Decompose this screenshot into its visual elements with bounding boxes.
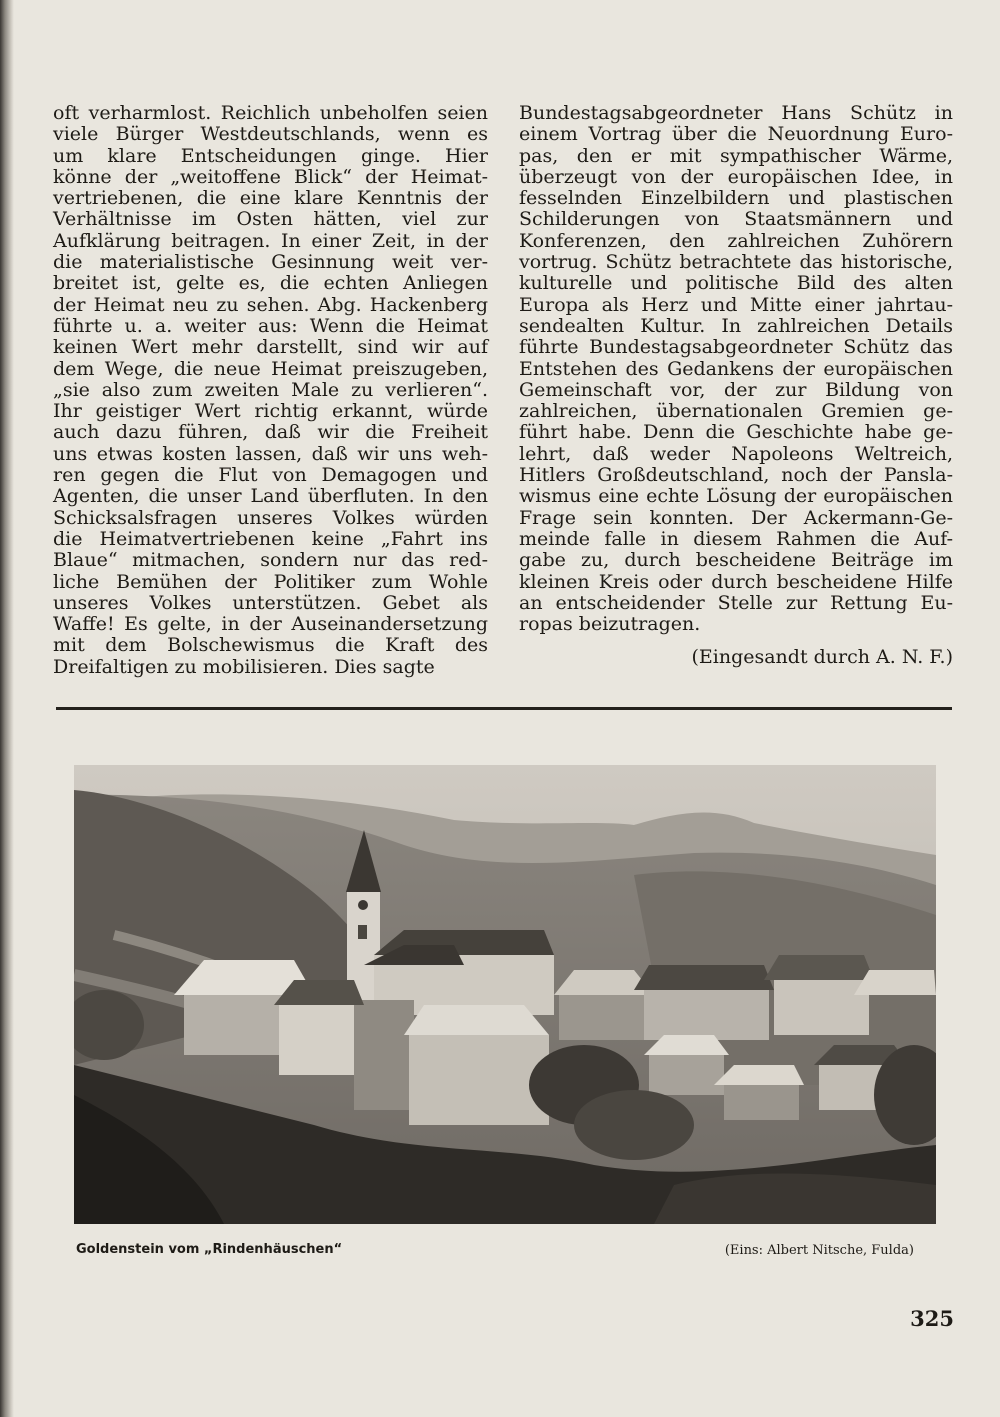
article-column-right: [519, 103, 953, 635]
text-line: um klare Entscheidungen ginge. Hier: [53, 144, 488, 167]
book-spine-shadow: [0, 0, 14, 1417]
photo-caption: Goldenstein vom „Rindenhäuschen“: [76, 1242, 343, 1257]
text-line: einem Vortrag über die Neuordnung Euro-: [519, 123, 953, 146]
text-line: fesselnden Einzelbildern und plastischen: [519, 187, 953, 210]
text-line: Bundestagsabgeordneter Hans Schütz in: [519, 102, 953, 124]
text-line: Dreifaltigen zu mobilisieren. Dies sagte: [53, 655, 435, 678]
text-line: führte u. a. weiter aus: Wenn die Heimat: [53, 314, 488, 337]
text-line: liche Bemühen der Politiker zum Wohle: [53, 570, 488, 593]
text-line: pas, den er mit sympathischer Wärme,: [519, 144, 953, 167]
text-line: kulturelle und politische Bild des alten: [519, 272, 953, 295]
text-line: zahlreichen, übernationalen Gremien ge-: [519, 400, 953, 423]
text-line: führt habe. Denn die Geschichte habe ge-: [519, 421, 953, 444]
section-divider: [56, 707, 952, 710]
text-line: an entscheidender Stelle zur Rettung Eu-: [519, 591, 953, 614]
text-line: Konferenzen, den zahlreichen Zuhörern: [519, 229, 953, 252]
text-line: die Heimatvertriebenen keine „Fahrt ins: [53, 527, 488, 550]
text-line: vertriebenen, die eine klare Kenntnis der: [53, 187, 488, 210]
text-line: Europa als Herz und Mitte einer jahrtau-: [519, 293, 953, 316]
article-column-left: [53, 103, 488, 678]
text-line: keinen Wert mehr darstellt, sind wir auf: [53, 336, 488, 359]
text-line: Schilderungen von Staatsmännern und: [519, 208, 953, 231]
article-signature: (Eingesandt durch A. N. F.): [691, 646, 953, 668]
page-number: 325: [910, 1306, 954, 1331]
text-line: Aufklärung beitragen. In einer Zeit, in der: [53, 229, 488, 252]
text-line: Waffe! Es gelte, in der Auseinandersetzung: [53, 613, 488, 636]
text-line: uns etwas kosten lassen, daß wir uns weh-: [53, 442, 488, 465]
text-line: Gemeinschaft vor, der zur Bildung von: [519, 378, 953, 401]
text-line: Hitlers Großdeutschland, noch der Pansla-: [519, 464, 953, 487]
text-line: sendealten Kultur. In zahlreichen Details: [519, 314, 953, 337]
text-line: Blaue“ mitmachen, sondern nur das red-: [53, 549, 488, 572]
text-line: kleinen Kreis oder durch bescheidene Hilfe: [519, 570, 953, 593]
text-line: mit dem Bolschewismus die Kraft des: [53, 634, 488, 657]
photo-goldenstein: [74, 765, 936, 1224]
text-line: überzeugt von der europäischen Idee, in: [519, 165, 953, 188]
text-line: Verhältnisse im Osten hätten, viel zur: [53, 208, 488, 231]
text-line: Entstehen des Gedankens der europäischen: [519, 357, 953, 380]
text-line: auch dazu führen, daß wir die Freiheit: [53, 421, 488, 444]
text-line: meinde falle in diesem Rahmen die Auf-: [519, 527, 953, 550]
text-line: Frage sein konnten. Der Ackermann-Ge-: [519, 506, 953, 529]
text-line: führte Bundestagsabgeordneter Schütz das: [519, 336, 953, 359]
text-line: ren gegen die Flut von Demagogen und: [53, 464, 488, 487]
photo-credit: (Eins: Albert Nitsche, Fulda): [724, 1243, 914, 1258]
text-line: die materialistische Gesinnung weit ver-: [53, 251, 488, 274]
text-line: gabe zu, durch bescheidene Beiträge im: [519, 549, 953, 572]
text-line: unseres Volkes unterstützen. Gebet als: [53, 591, 488, 614]
text-line: breitet ist, gelte es, die echten Anliegen: [53, 272, 488, 295]
text-line: vortrug. Schütz betrachtete das historische,: [519, 251, 953, 274]
text-line: wismus eine echte Lösung der europäischen: [519, 485, 953, 508]
text-line: Agenten, die unser Land überfluten. In den: [53, 485, 488, 508]
text-line: der Heimat neu zu sehen. Abg. Hackenberg: [53, 293, 488, 316]
text-line: „sie also zum zweiten Male zu verlieren“.: [53, 378, 488, 401]
text-line: dem Wege, die neue Heimat preiszugeben,: [53, 357, 488, 380]
text-line: Ihr geistiger Wert richtig erkannt, würde: [53, 400, 488, 423]
text-line: viele Bürger Westdeutschlands, wenn es: [53, 123, 488, 146]
text-line: lehrt, daß weder Napoleons Weltreich,: [519, 442, 953, 465]
text-line: könne der „weitoffene Blick“ der Heimat-: [53, 165, 488, 188]
text-line: Schicksalsfragen unseres Volkes würden: [53, 506, 488, 529]
text-line: oft verharmlost. Reichlich unbeholfen seien: [53, 102, 488, 124]
text-line: ropas beizutragen.: [519, 613, 701, 636]
